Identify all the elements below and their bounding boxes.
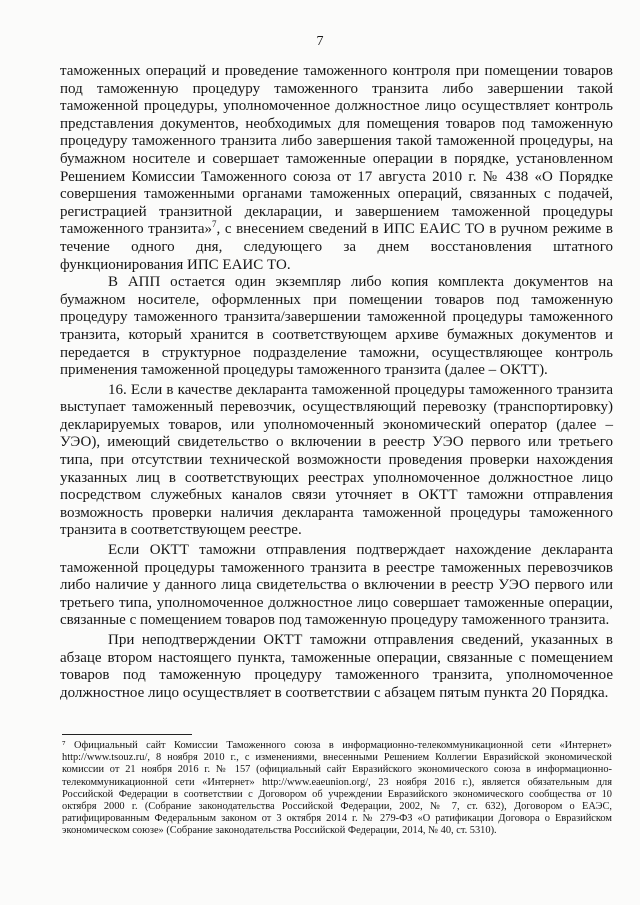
paragraph-1-text: таможенных операций и проведение таможенного контроля при помещении товаров под таможенную процедуру таможенного транзита либо завершении такой таможенной процедуры, уполномоченное должностное лицо осуществляет контроль представления документов, необходимых для помещения товаров под таможенную процедуру таможенного транзита либо завершения такой таможенной процедуры, на бумажном носителе и совершает таможенные операции в порядке, установленном Решением Комиссии Таможенного союза от 17 августа 2010 г. № 438 «О Порядке совершения таможенными органами таможенных операций, связанных с подачей, регистрацией транзитной декларации, и завершением таможенной процедуры таможенного транзита»: [60, 63, 613, 238]
page-number: 7: [316, 34, 324, 49]
footnotes: [62, 740, 612, 838]
paragraph-1: [60, 63, 613, 274]
footnote-reference[interactable]: 7: [212, 219, 217, 230]
document-body: [60, 63, 613, 702]
footnote-7: ⁷ Официальный сайт Комиссии Таможенного союза в информационно-телекоммуникационной сети «Интернет» http://www.tsouz.ru/, 8 ноября 2010 г., с изменениями, внесенными Решением Коллегии Евразийской экономической комиссии от 21 ноября 2016 г. № 157 (официальный сайт Евразийского экономического союза в информационно-телекоммуникационной сети «Интернет» http://www.eaeunion.org/, 23 ноября 2016 г.), является обязательным для Российской Федерации в соответствии с Договором об учреждении Евразийского экономического сообщества от 10 октября 2000 г. (Собрание законодательства Российской Федерации, 2002, № 7, ст. 632), Договором о ЕАЭС, ратифицированным Федеральным законом от 3 октября 2014 г. № 279-ФЗ «О ратификации Договора о Евразийском экономическом союзе» (Собрание законодательства Российской Федерации, 2014, № 40, ст. 5310).: [62, 740, 612, 837]
paragraph-3: 16. Если в качестве декларанта таможенной процедуры таможенного транзита выступает таможенный перевозчик, осуществляющий перевозку (транспортировку) декларируемых товаров, или уполномоченный экономический оператор (далее – УЭО), имеющий свидетельство о включении в реестр УЭО первого или третьего типа, при отсутствии технической возможности проведения проверки нахождения указанных лиц в соответствующих реестрах уполномоченное должностное лицо посредством служебных каналов связи уточняет в ОКТТ таможни отправления возможность проверки наличия декларанта таможенной процедуры таможенного транзита в соответствующем реестре.: [60, 381, 613, 539]
footnote-divider: [62, 734, 192, 735]
paragraph-1-tail: , с внесением сведений в ИПС ЕАИС ТО в ручном режиме в течение одного дня, следующего за днем восстановления штатного функционирования ИПС ЕАИС ТО.: [60, 221, 613, 273]
paragraph-5: При неподтверждении ОКТТ таможни отправления сведений, указанных в абзаце втором настоящего пункта, таможенные операции, связанные с помещением товаров под таможенную процедуру таможенного транзита, уполномоченное должностное лицо осуществляет в соответствии с абзацем пятым пункта 20 Порядка.: [60, 632, 613, 701]
paragraph-4: Если ОКТТ таможни отправления подтверждает нахождение декларанта таможенной процедуры таможенного транзита в реестре таможенных перевозчиков либо наличие у данного лица свидетельства о включении в реестр УЭО первого или третьего типа, уполномоченное должностное лицо совершает таможенные операции, связанные с помещением товаров под таможенную процедуру таможенного транзита.: [60, 542, 613, 629]
paragraph-2: В АПП остается один экземпляр либо копия комплекта документов на бумажном носителе, оформленных при помещении товаров под таможенную процедуру таможенного транзита/завершении таможенной процедуры таможенного транзита, который хранится в соответствующем архиве бумажных документов и передается в структурное подразделение таможни, осуществляющее контроль применения таможенной процедуры таможенного транзита (далее – ОКТТ).: [60, 274, 613, 379]
